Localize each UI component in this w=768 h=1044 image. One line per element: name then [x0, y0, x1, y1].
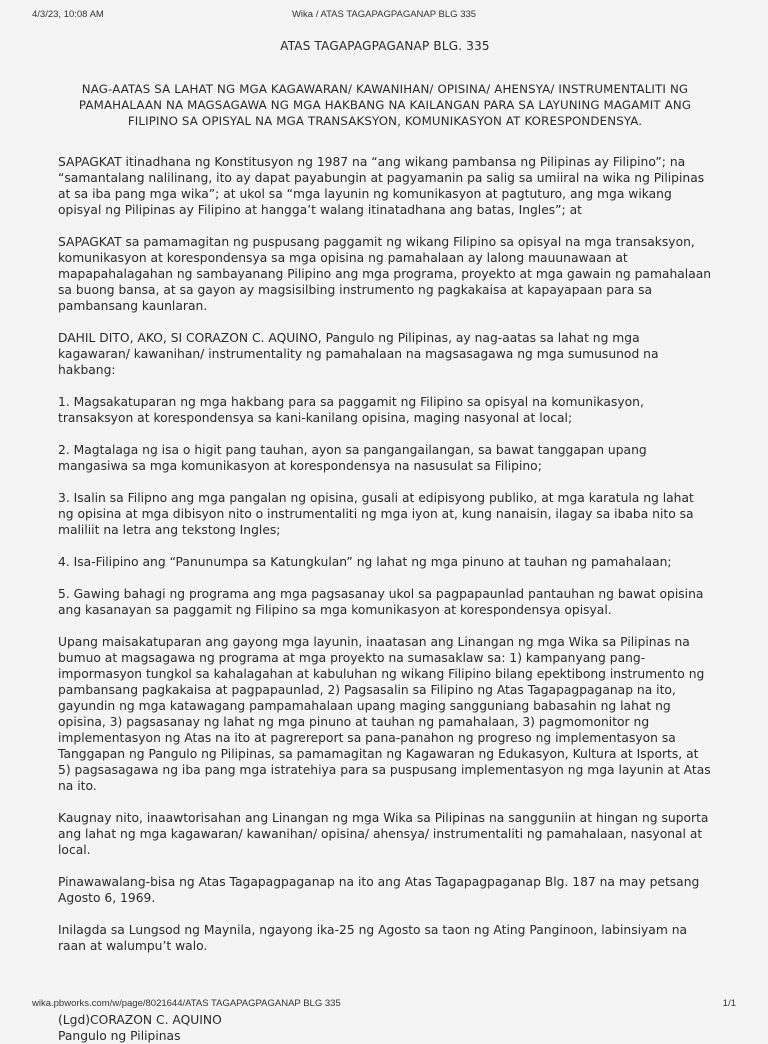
print-page-title: Wika / ATAS TAGAPAGPAGANAP BLG 335 [291, 9, 477, 20]
print-page-number: 1/1 [722, 998, 736, 1009]
paragraph-repeal: Pinawawalang-bisa ng Atas Tagapagpaganap na ito ang Atas Tagapagpaganap Blg. 187 na may petsang Agosto 6, 1969. [58, 875, 700, 905]
document-subtitle: NAG-AATAS SA LAHAT NG MGA KAGAWARAN/ KAWANIHAN/ OPISINA/ AHENSYA/ INSTRUMENTALITI NG PAMAHALAAN NA MAGSAGAWA NG MGA HAKBANG NA KAILANGAN PARA SA LAYUNING MAGAMIT ANG FILIPINO SA OPISYAL NA MGA TRANSAKSYON, KOMUNIKASYON AT KORESPONDENSYA. [78, 82, 692, 128]
paragraph-item-2: 2. Magtalaga ng isa o higit pang tauhan, ayon sa pangangailangan, sa bawat tanggapan upang mangasiwa sa mga komunikasyon at korespondensya na nasusulat sa Filipino; [58, 443, 647, 473]
paragraph-order-intro: DAHIL DITO, AKO, SI CORAZON C. AQUINO, Pangulo ng Pilipinas, ay nag-aatas sa lahat ng mga kagawaran/ kawanihan/ instrumentality ng pamahalaan na magsasagawa ng mga sumusunod na hakbang: [58, 331, 659, 377]
paragraph-authorization: Kaugnay nito, inaawtorisahan ang Linangan ng mga Wika sa Pilipinas na sangguniin at hingan ng suporta ang lahat ng mga kagawaran/ kawanihan/ opisina/ ahensya/ instrumentaliti ng pamahalaan, nasyonal at local. [58, 811, 709, 857]
paragraph-item-1: 1. Magsakatuparan ng mga hakbang para sa paggamit ng Filipino sa opisyal na komunikasyon, transaksyon at korespondensya sa kani-kanilang opisina, maging nasyonal at local; [58, 395, 644, 425]
paragraph-whereas-constitution: SAPAGKAT itinadhana ng Konstitusyon ng 1987 na “ang wikang pambansa ng Pilipinas ay Filipino”; na “samantalang nalilinang, ito ay dapat payabungin at pagyamanin pa salig sa umiiral na wika ng Pilipinas at sa iba pang mga wika”; at ukol sa “mga layunin ng komunikasyon at pagtuturo, ang mga wikang opisyal ng Pilipinas ay Filipino at hangga’t walang itinatadhana ang batas, Ingles”; at [58, 155, 705, 217]
paragraph-item-3: 3. Isalin sa Filipno ang mga pangalan ng opisina, gusali at edipisyong publiko, at mga karatula ng lahat ng opisina at mga dibisyon nito o instrumentaliti ng mga iyon at, kung nanaisin, ilagay sa ibaba nito sa maliliit na letra ang tekstong Ingles; [58, 491, 694, 537]
paragraph-item-5: 5. Gawing bahagi ng programa ang mga pagsasanay ukol sa pagpapaunlad pantauhan ng bawat opisina ang kasanayan sa paggamit ng Filipino sa mga komunikasyon at korespondensya opisyal. [58, 587, 704, 617]
paragraph-implementation: Upang maisakatuparan ang gayong mga layunin, inaatasan ang Linangan ng mga Wika sa Pilipinas na bumuo at magsagawa ng programa at mga proyekto na sumasaklaw sa: 1) kampanyang pang-impormasyon tungkol sa kahalagahan at kabuluhan ng wikang Filipino bilang epektibong instrumento ng pambansang pagkakaisa at pagpapaunlad, 2) Pagsasalin sa Filipino ng Atas Tagapagpaganap na ito, gayundin ng mga katawagang pampamahalaan upang maging sangguniang babasahin ng lahat ng opisina, 3) pagsasanay ng lahat ng mga pinuno at tauhan ng pamahalaan, 3) pagmomonitor ng implementasyon ng Atas na ito at pagrereport sa pana-panahon ng progreso ng implementasyon sa Tanggapan ng Pangulo ng Pilipinas, sa pamamagitan ng Kagawaran ng Edukasyon, Kultura at Isports, at 5) pagsasagawa ng iba pang mga istratehiya para sa puspusang implementasyon ng mga layunin at Atas na ito. [58, 635, 711, 793]
paragraph-signed: Inilagda sa Lungsod ng Maynila, ngayong ika-25 ng Agosto sa taon ng Ating Panginoon, labinsiyam na raan at walumpu’t walo. [58, 923, 688, 953]
print-header [32, 9, 736, 23]
signature-block [58, 1012, 712, 1044]
document-body [58, 38, 712, 1044]
signatory-position: Pangulo ng Pilipinas [58, 1029, 181, 1043]
print-datetime: 4/3/23, 10:08 AM [32, 9, 104, 20]
paragraph-item-4: 4. Isa-Filipino ang “Panunumpa sa Katungkulan” ng lahat ng mga pinuno at tauhan ng pamahalaan; [58, 555, 672, 569]
print-url: wika.pbworks.com/w/page/8021644/ATAS TAGAPAGPAGANAP BLG 335 [32, 998, 341, 1009]
document-title: ATAS TAGAPAGPAGANAP BLG. 335 [280, 39, 490, 53]
signatory-name: (Lgd)CORAZON C. AQUINO [58, 1013, 222, 1027]
print-footer [32, 998, 736, 1012]
paragraph-whereas-usage: SAPAGKAT sa pamamagitan ng puspusang paggamit ng wikang Filipino sa opisyal na mga transaksyon, komunikasyon at korespondensya sa mga opisina ng pamahalaan ay lalong mauunawaan at mapapahalagahan ng sambayanang Pilipino ang mga programa, proyekto at mga gawain ng pamahalaan sa buong bansa, at sa gayon ay magsisilbing instrumento ng pagkakaisa at kapayapaan para sa pambansang kaunlaran. [58, 235, 712, 313]
